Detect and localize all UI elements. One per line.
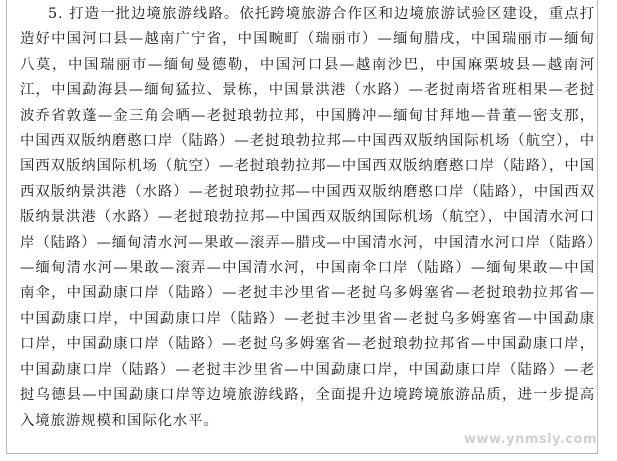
body-paragraph: 5. 打造一批边境旅游线路。依托跨境旅游合作区和边境旅游试验区建设，重点打造好中国河口县—越南广宁省，中国畹町（瑞丽市）—缅甸腊戌，中国瑞丽市—缅甸八莫，中国瑞丽市—缅甸曼德勒，中国河口县—越南沙巴，中国麻栗坡县—越南河江，中国勐海县—缅甸猛拉、景栋，中国景洪港（水路）—老挝南塔省班相果—老挝波乔省敦蓬—金三角会晒—老挝琅勃拉邦，中国腾冲—缅甸甘拜地—昔董—密支那，中国西双版纳磨憨口岸（陆路）—老挝琅勃拉邦—中国西双版纳国际机场（航空），中国西双版纳国际机场（航空）—老挝琅勃拉邦—中国西双版纳磨憨口岸（陆路），中国西双版纳景洪港（水路）—老挝琅勃拉邦—中国西双版纳磨憨口岸（陆路），中国西双版纳景洪港（水路）—老挝琅勃拉邦—中国西双版纳国际机场（航空），中国清水河口岸（陆路）—缅甸清水河—果敢—滚弄—腊戌—中国清水河，中国清水河口岸（陆路）—缅甸清水河—果敢—滚弄—中国清水河，中国南伞口岸（陆路）—缅甸果敢—中国南伞，中国勐康口岸（陆路）—老挝丰沙里省—老挝乌多姆塞省—老挝琅勃拉邦省—中国勐康口岸，中国勐康口岸（陆路）—老挝丰沙里省—老挝乌多姆塞省—中国勐康口岸，中国勐康口岸（陆路）—老挝乌多姆塞省—老挝琅勃拉邦省—中国勐康口岸，中国勐康口岸（陆路）—老挝丰沙里省—中国勐康口岸，中国勐康口岸（陆路）—老挝乌德县—中国勐康口岸等边境旅游线路，全面提升边境跨境旅游品质，进一步提高入境旅游规模和国际化水平。 — [20, 6, 595, 429]
site-watermark: www.ynmsly.com — [463, 432, 597, 447]
